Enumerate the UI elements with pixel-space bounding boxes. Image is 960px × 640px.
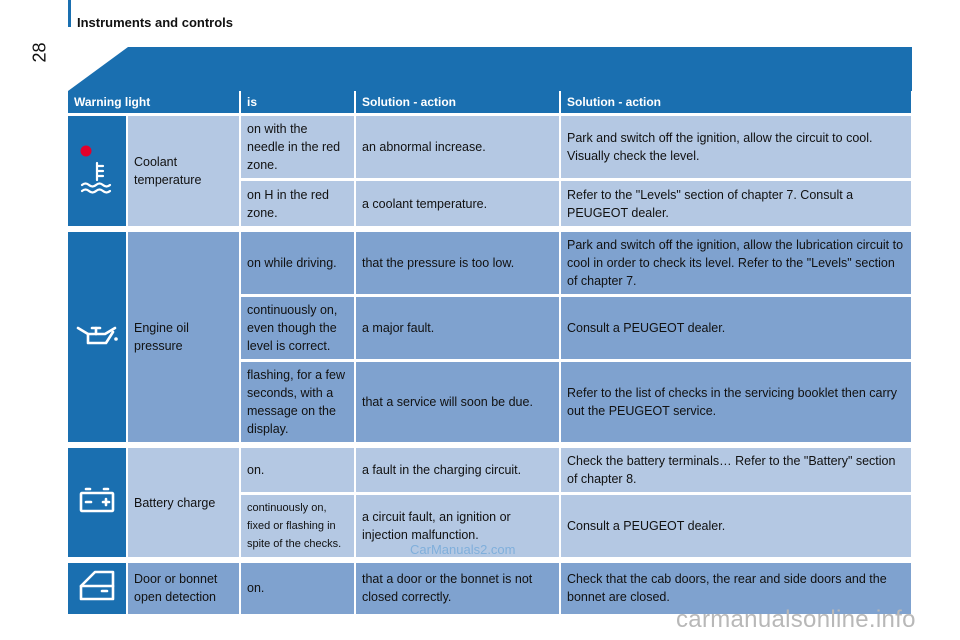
cause-cell: that the pressure is too low. xyxy=(355,232,560,296)
watermark: CarManuals2.com xyxy=(410,542,516,557)
door-icon-cell xyxy=(68,563,127,615)
coolant-icon-cell xyxy=(68,115,127,228)
action-cell: Check the battery terminals… Refer to the "Battery" section of chapter 8. xyxy=(560,448,912,494)
is-cell: on. xyxy=(240,448,355,494)
page-number: 28 xyxy=(29,42,50,63)
column-header-action: Solution - action xyxy=(560,91,912,115)
table-row xyxy=(68,448,912,494)
warning-name: Coolant temperature xyxy=(127,115,240,228)
warning-name: Door or bonnet open detection xyxy=(127,563,240,615)
table-header-row xyxy=(68,91,912,115)
column-header-cause: Solution - action xyxy=(355,91,560,115)
is-cell: on with the needle in the red zone. xyxy=(240,115,355,180)
door-open-icon xyxy=(77,569,117,608)
coolant-temperature-icon xyxy=(77,142,117,201)
oil-icon-cell xyxy=(68,232,127,444)
column-header-is: is xyxy=(240,91,355,115)
warning-name: Engine oil pressure xyxy=(127,232,240,444)
cause-cell: that a service will soon be due. xyxy=(355,361,560,444)
action-cell: Consult a PEUGEOT dealer. xyxy=(560,494,912,559)
action-cell: Consult a PEUGEOT dealer. xyxy=(560,296,912,361)
cause-cell: a circuit fault, an ignition or injection malfunction. xyxy=(355,494,560,559)
section-title: Instruments and controls xyxy=(77,15,234,30)
section-accent-bar xyxy=(68,0,71,27)
action-cell: Park and switch off the ignition, allow the lubrication circuit to cool in order to check its level. Refer to the "Levels" section of chapter 7. xyxy=(560,232,912,296)
battery-icon xyxy=(78,487,116,518)
is-cell: on H in the red zone. xyxy=(240,180,355,228)
table-row xyxy=(68,232,912,296)
warning-name: Battery charge xyxy=(127,448,240,559)
is-cell: continuously on, fixed or flashing in spite of the checks. xyxy=(240,494,355,559)
footer-watermark: carmanualsonline.info xyxy=(676,606,916,633)
is-cell: on while driving. xyxy=(240,232,355,296)
table-row xyxy=(68,115,912,180)
table-banner xyxy=(68,47,912,91)
column-header-warning-light: Warning light xyxy=(68,91,240,115)
is-cell: flashing, for a few seconds, with a message on the display. xyxy=(240,361,355,444)
warning-light-table xyxy=(68,91,913,617)
cause-cell: that a door or the bonnet is not closed correctly. xyxy=(355,563,560,615)
cause-cell: a coolant temperature. xyxy=(355,180,560,228)
oil-can-icon xyxy=(75,322,119,353)
action-cell: Check that the cab doors, the rear and side doors and the bonnet are closed. xyxy=(560,563,912,615)
cause-cell: a fault in the charging circuit. xyxy=(355,448,560,494)
is-cell: on. xyxy=(240,563,355,615)
cause-cell: a major fault. xyxy=(355,296,560,361)
cause-cell: an abnormal increase. xyxy=(355,115,560,180)
battery-icon-cell xyxy=(68,448,127,559)
is-cell: continuously on, even though the level is correct. xyxy=(240,296,355,361)
action-cell: Refer to the "Levels" section of chapter 7. Consult a PEUGEOT dealer. xyxy=(560,180,912,228)
action-cell: Refer to the list of checks in the servicing booklet then carry out the PEUGEOT service. xyxy=(560,361,912,444)
action-cell: Park and switch off the ignition, allow the circuit to cool. Visually check the level. xyxy=(560,115,912,180)
